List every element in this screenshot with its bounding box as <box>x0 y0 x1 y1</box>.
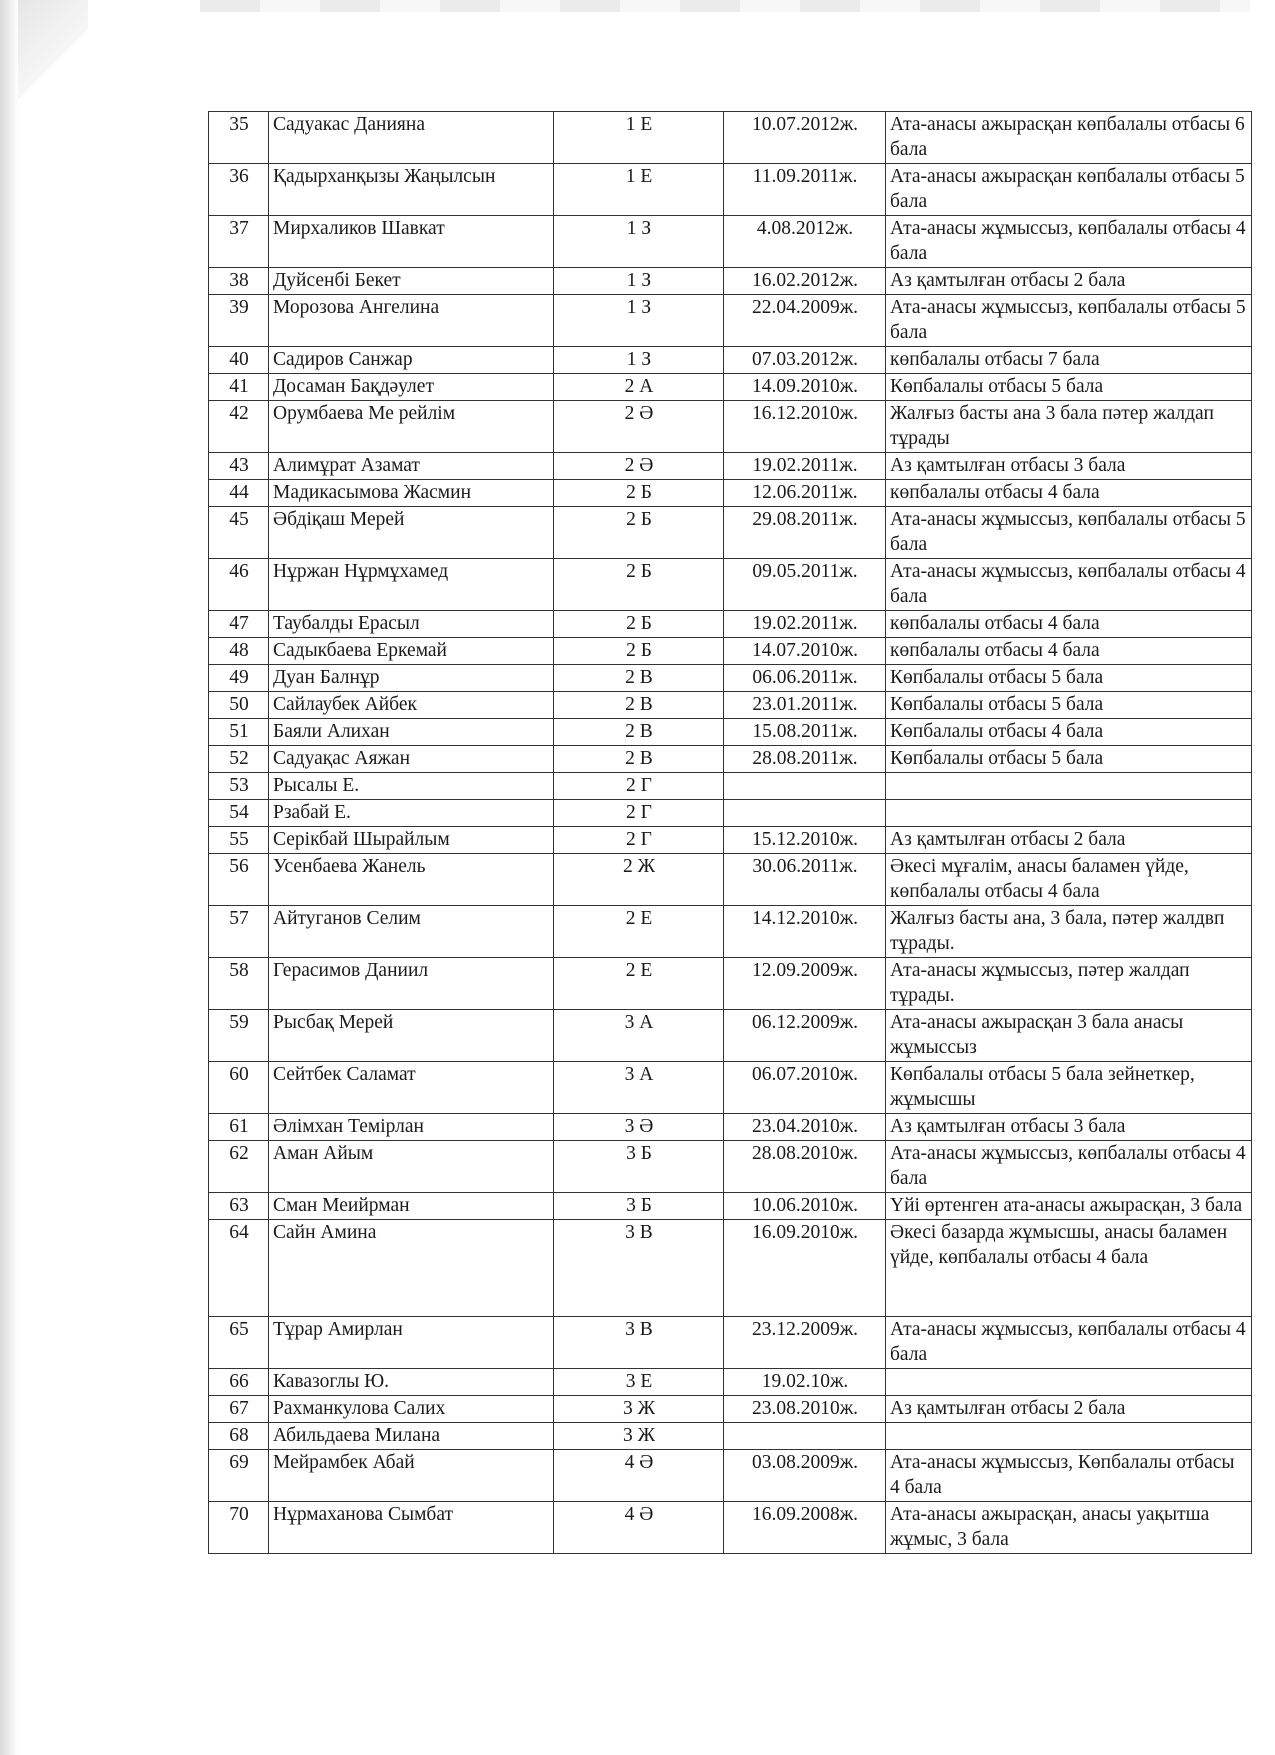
family-status-note: Аз қамтылған отбасы 3 бала <box>886 453 1252 480</box>
table-row <box>209 480 1252 507</box>
roster-body <box>209 112 1252 1554</box>
class-grade: 1 З <box>554 295 724 347</box>
birth-date: 19.02.2011ж. <box>724 453 886 480</box>
table-row <box>209 800 1252 827</box>
student-name: Нұрмаханова Сымбат <box>269 1502 554 1554</box>
row-number: 35 <box>209 112 269 164</box>
birth-date: 23.04.2010ж. <box>724 1114 886 1141</box>
family-status-note: Көпбалалы отбасы 5 бала <box>886 665 1252 692</box>
class-grade: 3 Б <box>554 1141 724 1193</box>
row-number: 58 <box>209 958 269 1010</box>
birth-date: 06.12.2009ж. <box>724 1010 886 1062</box>
student-name: Садуакас Данияна <box>269 112 554 164</box>
family-status-note: Ата-анасы жұмыссыз, көпбалалы отбасы 5 бала <box>886 507 1252 559</box>
table-row <box>209 854 1252 906</box>
table-row <box>209 692 1252 719</box>
student-name: Садиров Санжар <box>269 347 554 374</box>
class-grade: 3 Е <box>554 1369 724 1396</box>
family-status-note: Ата-анасы ажырасқан, анасы уақытша жұмыс, 3 бала <box>886 1502 1252 1554</box>
family-status-note: көпбалалы отбасы 4 бала <box>886 480 1252 507</box>
row-number: 59 <box>209 1010 269 1062</box>
row-number: 50 <box>209 692 269 719</box>
class-grade: 2 Ә <box>554 401 724 453</box>
birth-date: 14.07.2010ж. <box>724 638 886 665</box>
student-name: Кавазоглы Ю. <box>269 1369 554 1396</box>
table-row <box>209 374 1252 401</box>
table-row <box>209 746 1252 773</box>
family-status-note: Көпбалалы отбасы 5 бала <box>886 746 1252 773</box>
class-grade: 3 Б <box>554 1193 724 1220</box>
table-row <box>209 1502 1252 1554</box>
row-number: 57 <box>209 906 269 958</box>
table-row <box>209 164 1252 216</box>
family-status-note <box>886 800 1252 827</box>
birth-date <box>724 1423 886 1450</box>
row-number: 55 <box>209 827 269 854</box>
row-number: 62 <box>209 1141 269 1193</box>
row-number: 40 <box>209 347 269 374</box>
table-row <box>209 1369 1252 1396</box>
student-name: Досаман Бақдәулет <box>269 374 554 401</box>
class-grade: 1 З <box>554 268 724 295</box>
row-number: 41 <box>209 374 269 401</box>
class-grade: 2 В <box>554 692 724 719</box>
student-name: Рысалы Е. <box>269 773 554 800</box>
row-number: 60 <box>209 1062 269 1114</box>
student-name: Тұрар Амирлан <box>269 1317 554 1369</box>
class-grade: 2 Г <box>554 773 724 800</box>
table-row <box>209 665 1252 692</box>
family-status-note: Аз қамтылған отбасы 2 бала <box>886 1396 1252 1423</box>
table-row <box>209 773 1252 800</box>
student-name: Орумбаева Ме рейлім <box>269 401 554 453</box>
family-status-note <box>886 1369 1252 1396</box>
family-status-note: Ата-анасы жұмыссыз, көпбалалы отбасы 4 бала <box>886 1141 1252 1193</box>
family-status-note: көпбалалы отбасы 7 бала <box>886 347 1252 374</box>
scan-edge-shadow <box>0 0 18 1755</box>
row-number: 64 <box>209 1220 269 1317</box>
birth-date: 03.08.2009ж. <box>724 1450 886 1502</box>
student-name: Баяли Алихан <box>269 719 554 746</box>
class-grade: 1 З <box>554 216 724 268</box>
row-number: 47 <box>209 611 269 638</box>
birth-date: 09.05.2011ж. <box>724 559 886 611</box>
student-name: Айтуганов Селим <box>269 906 554 958</box>
table-row <box>209 827 1252 854</box>
table-row <box>209 1062 1252 1114</box>
table-row <box>209 507 1252 559</box>
family-status-note: Аз қамтылған отбасы 2 бала <box>886 268 1252 295</box>
class-grade: 3 А <box>554 1010 724 1062</box>
table-row <box>209 1423 1252 1450</box>
birth-date: 16.02.2012ж. <box>724 268 886 295</box>
birth-date: 22.04.2009ж. <box>724 295 886 347</box>
student-name: Серікбай Шырайлым <box>269 827 554 854</box>
class-grade: 3 Ж <box>554 1396 724 1423</box>
family-status-note: Ата-анасы жұмыссыз, көпбалалы отбасы 5 бала <box>886 295 1252 347</box>
class-grade: 2 Г <box>554 800 724 827</box>
row-number: 39 <box>209 295 269 347</box>
row-number: 49 <box>209 665 269 692</box>
row-number: 68 <box>209 1423 269 1450</box>
birth-date: 16.09.2010ж. <box>724 1220 886 1317</box>
family-status-note: Әкесі мұғалім, анасы баламен үйде, көпбалалы отбасы 4 бала <box>886 854 1252 906</box>
row-number: 44 <box>209 480 269 507</box>
class-grade: 2 Б <box>554 611 724 638</box>
class-grade: 2 Е <box>554 958 724 1010</box>
family-status-note: Көпбалалы отбасы 5 бала <box>886 374 1252 401</box>
birth-date: 15.12.2010ж. <box>724 827 886 854</box>
student-name: Мирхаликов Шавкат <box>269 216 554 268</box>
table-row <box>209 1193 1252 1220</box>
class-grade: 1 Е <box>554 112 724 164</box>
student-name: Рысбақ Мерей <box>269 1010 554 1062</box>
student-name: Рзабай Е. <box>269 800 554 827</box>
row-number: 45 <box>209 507 269 559</box>
table-row <box>209 1010 1252 1062</box>
family-status-note: Көпбалалы отбасы 5 бала зейнеткер, жұмысшы <box>886 1062 1252 1114</box>
class-grade: 1 З <box>554 347 724 374</box>
birth-date: 07.03.2012ж. <box>724 347 886 374</box>
class-grade: 2 Б <box>554 507 724 559</box>
birth-date: 15.08.2011ж. <box>724 719 886 746</box>
row-number: 66 <box>209 1369 269 1396</box>
row-number: 37 <box>209 216 269 268</box>
student-name: Аман Айым <box>269 1141 554 1193</box>
row-number: 42 <box>209 401 269 453</box>
table-row <box>209 295 1252 347</box>
class-grade: 2 А <box>554 374 724 401</box>
student-name: Дуан Балнұр <box>269 665 554 692</box>
student-name: Сайлаубек Айбек <box>269 692 554 719</box>
family-status-note: Аз қамтылған отбасы 3 бала <box>886 1114 1252 1141</box>
student-name: Морозова Ангелина <box>269 295 554 347</box>
table-row <box>209 559 1252 611</box>
class-grade: 2 В <box>554 719 724 746</box>
student-name: Әбдіқаш Мерей <box>269 507 554 559</box>
table-row <box>209 638 1252 665</box>
student-name: Рахманкулова Салих <box>269 1396 554 1423</box>
student-name: Сейтбек Саламат <box>269 1062 554 1114</box>
birth-date: 4.08.2012ж. <box>724 216 886 268</box>
family-status-note: Көпбалалы отбасы 4 бала <box>886 719 1252 746</box>
birth-date: 16.09.2008ж. <box>724 1502 886 1554</box>
birth-date: 10.06.2010ж. <box>724 1193 886 1220</box>
family-status-note: Көпбалалы отбасы 5 бала <box>886 692 1252 719</box>
student-name: Герасимов Даниил <box>269 958 554 1010</box>
family-status-note: көпбалалы отбасы 4 бала <box>886 638 1252 665</box>
birth-date: 28.08.2011ж. <box>724 746 886 773</box>
birth-date: 14.09.2010ж. <box>724 374 886 401</box>
student-name: Абильдаева Милана <box>269 1423 554 1450</box>
family-status-note: Ата-анасы ажырасқан көпбалалы отбасы 6 бала <box>886 112 1252 164</box>
row-number: 43 <box>209 453 269 480</box>
table-row <box>209 453 1252 480</box>
class-grade: 3 Ж <box>554 1423 724 1450</box>
scan-corner-fold <box>18 0 88 110</box>
family-status-note: Жалғыз басты ана, 3 бала, пәтер жалдвп тұрады. <box>886 906 1252 958</box>
student-name: Садуақас Аяжан <box>269 746 554 773</box>
row-number: 51 <box>209 719 269 746</box>
student-name: Таубалды Ерасыл <box>269 611 554 638</box>
table-row <box>209 268 1252 295</box>
class-grade: 2 В <box>554 665 724 692</box>
family-status-note: Ата-анасы жұмыссыз, Көпбалалы отбасы 4 бала <box>886 1450 1252 1502</box>
family-status-note: Ата-анасы ажырасқан көпбалалы отбасы 5 бала <box>886 164 1252 216</box>
row-number: 63 <box>209 1193 269 1220</box>
student-name: Садыкбаева Еркемай <box>269 638 554 665</box>
family-status-note: Аз қамтылған отбасы 2 бала <box>886 827 1252 854</box>
student-name: Алимұрат Азамат <box>269 453 554 480</box>
table-row <box>209 1141 1252 1193</box>
class-grade: 3 В <box>554 1317 724 1369</box>
row-number: 54 <box>209 800 269 827</box>
student-name: Сман Меийрман <box>269 1193 554 1220</box>
class-grade: 2 Ж <box>554 854 724 906</box>
class-grade: 2 Б <box>554 638 724 665</box>
family-status-note: Ата-анасы жұмыссыз, көпбалалы отбасы 4 бала <box>886 1317 1252 1369</box>
row-number: 61 <box>209 1114 269 1141</box>
row-number: 46 <box>209 559 269 611</box>
student-name: Мадикасымова Жасмин <box>269 480 554 507</box>
birth-date: 12.09.2009ж. <box>724 958 886 1010</box>
table-row <box>209 1220 1252 1317</box>
row-number: 56 <box>209 854 269 906</box>
table-row <box>209 1114 1252 1141</box>
student-roster-table <box>208 111 1252 1554</box>
table-row <box>209 347 1252 374</box>
table-row <box>209 1450 1252 1502</box>
table-row <box>209 958 1252 1010</box>
student-name: Мейрамбек Абай <box>269 1450 554 1502</box>
row-number: 48 <box>209 638 269 665</box>
birth-date: 06.07.2010ж. <box>724 1062 886 1114</box>
family-status-note <box>886 773 1252 800</box>
birth-date: 10.07.2012ж. <box>724 112 886 164</box>
row-number: 38 <box>209 268 269 295</box>
table-row <box>209 112 1252 164</box>
birth-date <box>724 800 886 827</box>
family-status-note: Әкесі базарда жұмысшы, анасы баламен үйде, көпбалалы отбасы 4 бала <box>886 1220 1252 1317</box>
birth-date: 19.02.2011ж. <box>724 611 886 638</box>
student-name: Әлімхан Темірлан <box>269 1114 554 1141</box>
student-name: Усенбаева Жанель <box>269 854 554 906</box>
family-status-note: Ата-анасы ажырасқан 3 бала анасы жұмыссыз <box>886 1010 1252 1062</box>
row-number: 52 <box>209 746 269 773</box>
table-row <box>209 1396 1252 1423</box>
student-name: Дуйсенбі Бекет <box>269 268 554 295</box>
birth-date: 14.12.2010ж. <box>724 906 886 958</box>
class-grade: 3 Ә <box>554 1114 724 1141</box>
class-grade: 4 Ә <box>554 1450 724 1502</box>
birth-date: 11.09.2011ж. <box>724 164 886 216</box>
table-row <box>209 216 1252 268</box>
birth-date: 23.01.2011ж. <box>724 692 886 719</box>
birth-date: 29.08.2011ж. <box>724 507 886 559</box>
class-grade: 2 В <box>554 746 724 773</box>
class-grade: 2 Ә <box>554 453 724 480</box>
class-grade: 2 Б <box>554 559 724 611</box>
birth-date <box>724 773 886 800</box>
student-name: Нұржан Нұрмұхамед <box>269 559 554 611</box>
family-status-note: Үйі өртенген ата-анасы ажырасқан, 3 бала <box>886 1193 1252 1220</box>
family-status-note: Ата-анасы жұмыссыз, көпбалалы отбасы 4 бала <box>886 216 1252 268</box>
table-row <box>209 719 1252 746</box>
birth-date: 23.08.2010ж. <box>724 1396 886 1423</box>
row-number: 36 <box>209 164 269 216</box>
student-name: Сайн Амина <box>269 1220 554 1317</box>
class-grade: 3 А <box>554 1062 724 1114</box>
scan-top-noise <box>200 0 1250 12</box>
row-number: 70 <box>209 1502 269 1554</box>
family-status-note: көпбалалы отбасы 4 бала <box>886 611 1252 638</box>
table-row <box>209 906 1252 958</box>
class-grade: 1 Е <box>554 164 724 216</box>
birth-date: 23.12.2009ж. <box>724 1317 886 1369</box>
birth-date: 16.12.2010ж. <box>724 401 886 453</box>
class-grade: 2 Е <box>554 906 724 958</box>
row-number: 69 <box>209 1450 269 1502</box>
birth-date: 28.08.2010ж. <box>724 1141 886 1193</box>
class-grade: 3 В <box>554 1220 724 1317</box>
birth-date: 06.06.2011ж. <box>724 665 886 692</box>
table-row <box>209 611 1252 638</box>
table-row <box>209 1317 1252 1369</box>
family-status-note: Жалғыз басты ана 3 бала пәтер жалдап тұрады <box>886 401 1252 453</box>
family-status-note: Ата-анасы жұмыссыз, пәтер жалдап тұрады. <box>886 958 1252 1010</box>
row-number: 53 <box>209 773 269 800</box>
family-status-note: Ата-анасы жұмыссыз, көпбалалы отбасы 4 бала <box>886 559 1252 611</box>
row-number: 67 <box>209 1396 269 1423</box>
birth-date: 19.02.10ж. <box>724 1369 886 1396</box>
class-grade: 2 Г <box>554 827 724 854</box>
row-number: 65 <box>209 1317 269 1369</box>
student-name: Қадырханқызы Жаңылсын <box>269 164 554 216</box>
table-row <box>209 401 1252 453</box>
birth-date: 12.06.2011ж. <box>724 480 886 507</box>
class-grade: 2 Б <box>554 480 724 507</box>
family-status-note <box>886 1423 1252 1450</box>
birth-date: 30.06.2011ж. <box>724 854 886 906</box>
class-grade: 4 Ә <box>554 1502 724 1554</box>
